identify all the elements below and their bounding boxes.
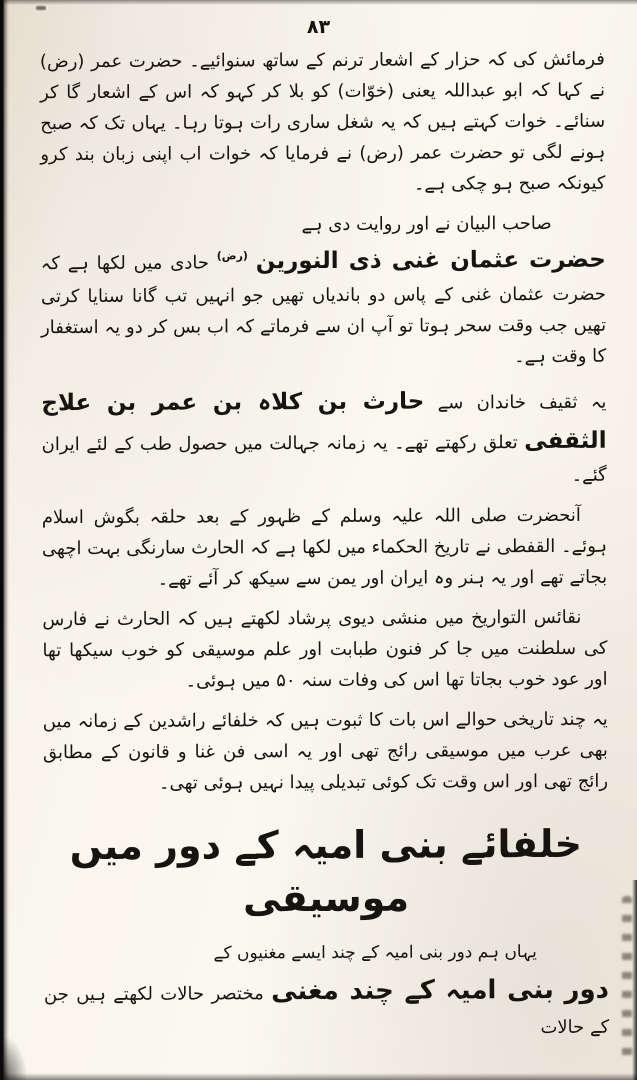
umayya-singers-text: مختصر حالات لکھتے ہیں جن کے حالات — [43, 983, 610, 1039]
paragraph-usman — [41, 240, 607, 375]
haris-intro-text: یہ ثقیف خاندان سے — [437, 391, 607, 414]
haris-text: تعلق رکھتے تھے۔ یہ زمانہ جہالت میں حصول طب کے لئے ایران گئے۔ — [41, 431, 607, 487]
paragraph-haris — [41, 382, 606, 495]
scan-edge-left — [0, 0, 9, 1080]
page-number: ۸۳ — [306, 16, 331, 38]
opposite-page-bleed — [622, 896, 632, 1066]
paragraph-umayya-singers — [44, 968, 609, 1046]
section-heading-umayyad-music: خلفائے بنی امیہ کے دور میں موسیقی — [69, 821, 583, 921]
scan-speck — [36, 6, 46, 10]
paragraph-islam-qifti: آنحضرت صلی اللہ علیہ وسلم کے ظہور کے بعد حلقہ بگوش اسلام ہوئے۔ القفطی نے تاریخ الحکماء میں لکھا ہے کہ الحارث سارنگی بہت اچھی بجاتے تھے اور یہ ہنر وہ ایران اور یمن سے سیکھ کر آئے تھے۔ — [41, 505, 608, 590]
haris-name-heading: حارث بن کلاہ بن عمر بن علاج الثقفی — [41, 388, 607, 454]
umayya-intro-line: یہاں ہم دور بنی امیہ کے چند ایسے مغنیوں کے — [213, 942, 537, 964]
usman-name-heading: حضرت عثمان غنی ذی النورین — [255, 246, 606, 274]
scan-edge-top — [0, 0, 637, 5]
paragraph-historical-references: یہ چند تاریخی حوالے اس بات کا ثبوت ہیں کہ خلفائے راشدین کے زمانہ میں بھی عرب میں موسیقی رائج تھی اور یہ اسی فن غنا و قانون کے مطابق رائج تھی اور اس وقت تک کوئی تبدیلی پیدا نہیں ہوئی تھی۔ — [42, 708, 609, 794]
scan-blot-bottom-left — [0, 1034, 28, 1080]
radi-allah-marker: (رض) — [216, 249, 248, 263]
usman-text: حادی میں لکھا ہے کہ حضرت عثمان غنی کے پاس دو باندیاں تھیں جو انہیں تب گانا سنایا کرتی تھیں جب وقت سحر ہوتا تو آپ ان سے فرماتے کہ اب بس کر دو یہ استغفار کا وقت ہے۔ — [40, 252, 607, 368]
scan-edge-right — [632, 880, 637, 1080]
paragraph-khuwat-story: فرمائش کی کہ حزار کے اشعار ترنم کے ساتھ سنوائیے۔ حضرت عمر (رض) نے کہا کہ ابو عبداللہ یعنی (خوّات) کو بلا کر کہو کہ اس کے اشعار گا کر سنائے۔ خوات کہتے ہیں کہ یہ شغل ساری رات ہوتا رہا۔ یہاں تک کہ صبح ہونے لگی تو حضرت عمر (رض) نے فرمایا کہ خوات اب اپنی زبان بند کرو کیونکہ صبح ہو چکی ہے۔ — [39, 48, 606, 195]
page-content — [0, 37, 637, 1047]
scan-edge-bottom — [0, 1073, 637, 1080]
umayya-singers-heading: دور بنی امیہ کے چند مغنی — [271, 975, 610, 1007]
paragraph-naqais-tawarikh: نقائس التواریخ میں منشی دیوی پرشاد لکھتے ہیں کہ الحارث نے فارس کی سلطنت میں جا کر فنون طبابت اور علم موسیقی کو خوب سیکھا تھا اور عود خوب بجاتا تھا اس کی وفات سنہ ۵۰ میں ہوئی۔ — [42, 606, 608, 692]
bayan-reference-line: صاحب البیان نے اور روایت دی ہے — [301, 212, 552, 235]
